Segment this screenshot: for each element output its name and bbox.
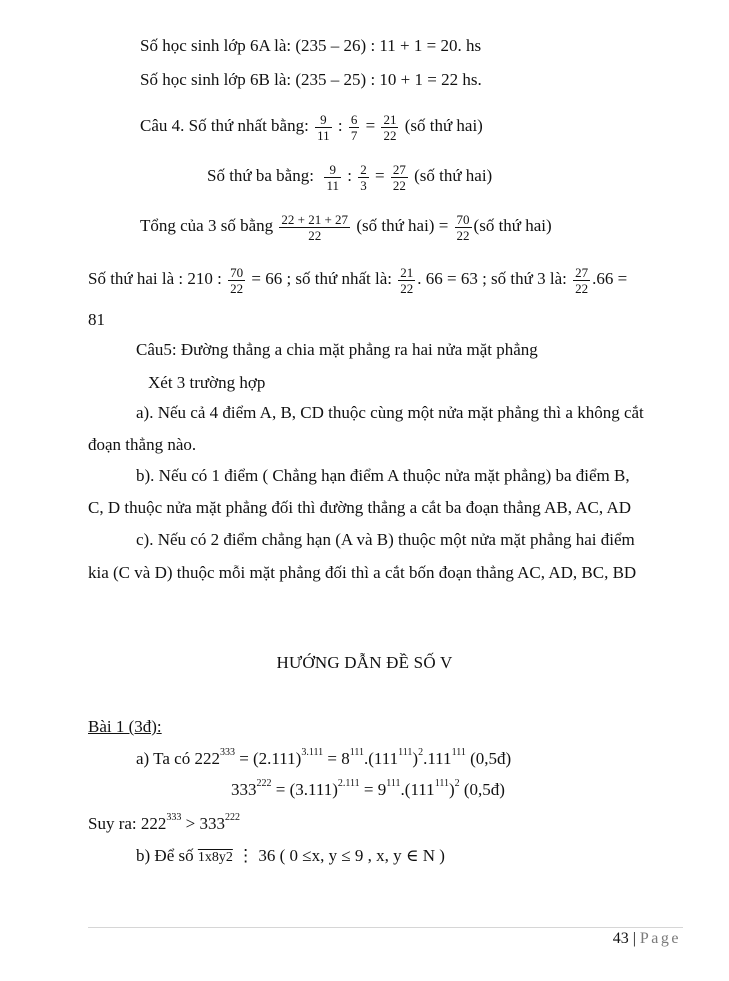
section-heading: HƯỚNG DẪN ĐỀ SỐ V — [276, 653, 453, 672]
case-b-line-1: b). Nếu có 1 điểm ( Chẳng hạn điểm A thuộc nửa mặt phẳng) ba điểm B, — [136, 466, 630, 485]
expr-text: (0,5đ) — [459, 780, 505, 799]
exponent: 333 — [219, 747, 235, 759]
expr-text: b) Để số — [136, 846, 198, 865]
case-a-line-1: a). Nếu cả 4 điểm A, B, CD thuộc cùng một nửa mặt phẳng thì a không cắt — [136, 403, 644, 422]
expr-text: .111 — [423, 749, 452, 768]
fraction-27-22: $\frac{27}{22}$ — [575, 264, 589, 296]
divide-sign: : — [347, 166, 352, 185]
second-number-note: (số thứ hai) — [414, 166, 493, 185]
footer-divider — [88, 927, 683, 928]
case-c-line-1: c). Nếu có 2 điểm chẳng hạn (A và B) thuộc một nửa mặt phẳng hai điểm — [136, 530, 635, 549]
expr-text: Suy ra: 222 — [88, 814, 167, 833]
overlined-number: 1x8y2 — [197, 850, 233, 865]
second-number-part-b: = 66 ; số thứ nhất là: — [251, 269, 392, 288]
case-b-line-2: C, D thuộc nửa mặt phẳng đối thì đường thẳng a cắt ba đoạn thẳng AB, AC, AD — [88, 498, 632, 517]
sum-middle: (số thứ hai) = — [356, 216, 449, 235]
expr-text: 333 — [231, 780, 257, 799]
fraction-70-22: $\frac{70}{22}$ — [230, 264, 244, 296]
exponent: 222 — [224, 812, 240, 824]
exponent: 2.111 — [337, 778, 360, 790]
three-cases-line: Xét 3 trường hợp — [148, 373, 266, 392]
fraction-21-22: $\frac{21}{22}$ — [400, 264, 414, 296]
expr-text: ) — [412, 749, 419, 768]
page-footer — [613, 930, 681, 948]
exponent: 111 — [451, 747, 466, 759]
equals-sign: = — [374, 166, 385, 185]
footer-separator: | — [632, 930, 636, 947]
second-number-line — [88, 259, 627, 299]
third-number-lead: Số thứ ba bằng: — [207, 166, 314, 185]
second-number-part-c: . 66 = 63 ; số thứ 3 là: — [417, 269, 567, 288]
expr-text: .(111 — [400, 780, 435, 799]
exercise-1-title: Bài 1 (3đ): — [88, 717, 162, 736]
exponent: 333 — [166, 812, 182, 824]
exponent: 111 — [434, 778, 449, 790]
expr-text: = 8 — [323, 749, 350, 768]
exponent: 111 — [398, 747, 413, 759]
conclusion-line — [88, 813, 240, 835]
exponent: 111 — [386, 778, 401, 790]
class-6a-line: Số học sinh lớp 6A là: (235 – 26) : 11 + 1 = 20. hs — [140, 36, 482, 55]
result-81: 81 — [88, 310, 105, 329]
expr-text: = 9 — [359, 780, 387, 799]
page-word: Page — [639, 930, 681, 947]
expr-text: ) — [448, 780, 455, 799]
exponent: 2 — [418, 747, 424, 759]
second-number-note: (số thứ hai) — [404, 116, 483, 135]
fraction-9-11: $\frac{9}{11}$ — [326, 161, 339, 193]
expr-text: a) Ta có 222 — [136, 749, 220, 768]
exponent: 222 — [256, 778, 272, 790]
fraction-9-11: $\frac{9}{11}$ — [317, 111, 330, 143]
expr-text: = (2.111) — [234, 749, 302, 768]
question-5-line: Câu5: Đường thẳng a chia mặt phẳng ra hai nửa mặt phẳng — [136, 340, 538, 359]
second-number-note: (số thứ hai) — [473, 216, 552, 235]
second-number-part-d: .66 = — [592, 269, 628, 288]
question-4-lead: Câu 4. Số thứ nhất bằng: — [140, 116, 309, 135]
expr-text: ⋮ 36 ( 0 ≤x, y ≤ 9 , x, y ∈ N ) — [232, 846, 445, 865]
expr-text: > 333 — [181, 814, 225, 833]
expr-text: (0,5đ) — [465, 749, 512, 768]
expr-text: .(111 — [363, 749, 399, 768]
fraction-70-22: $\frac{70}{22}$ — [456, 211, 470, 243]
exercise-1-part-b-line — [136, 845, 445, 869]
exponent: 2 — [454, 778, 460, 790]
fraction-2-3: $\frac{2}{3}$ — [360, 161, 367, 193]
fraction-sum-22: $\frac{22 + 21 + 27}{22}$ — [281, 211, 349, 243]
exercise-1-a-line — [136, 748, 511, 770]
exercise-1-b-line — [231, 779, 505, 801]
sum-lead: Tổng của 3 số bằng — [140, 216, 274, 235]
exponent: 3.111 — [301, 747, 324, 759]
equals-sign: = — [365, 116, 376, 135]
fraction-6-7: $\frac{6}{7}$ — [350, 111, 358, 143]
case-a-line-2: đoạn thẳng nào. — [88, 435, 197, 454]
page-number: 43 — [612, 930, 629, 947]
exponent: 111 — [349, 747, 364, 759]
second-number-part-a: Số thứ hai là : 210 : — [88, 269, 222, 288]
fraction-27-22: $\frac{27}{22}$ — [392, 161, 406, 193]
question-4-line — [140, 106, 483, 146]
fraction-21-22: $\frac{21}{22}$ — [383, 111, 397, 143]
case-c-line-2: kia (C và D) thuộc mỗi mặt phẳng đối thì a cắt bốn đoạn thẳng AC, AD, BC, BD — [88, 563, 637, 582]
third-number-line — [207, 156, 492, 196]
class-6b-line: Số học sinh lớp 6B là: (235 – 25) : 10 + 1 = 22 hs. — [140, 70, 482, 89]
expr-text: = (3.111) — [271, 780, 338, 799]
sum-line — [140, 206, 552, 246]
divide-sign: : — [337, 116, 343, 135]
